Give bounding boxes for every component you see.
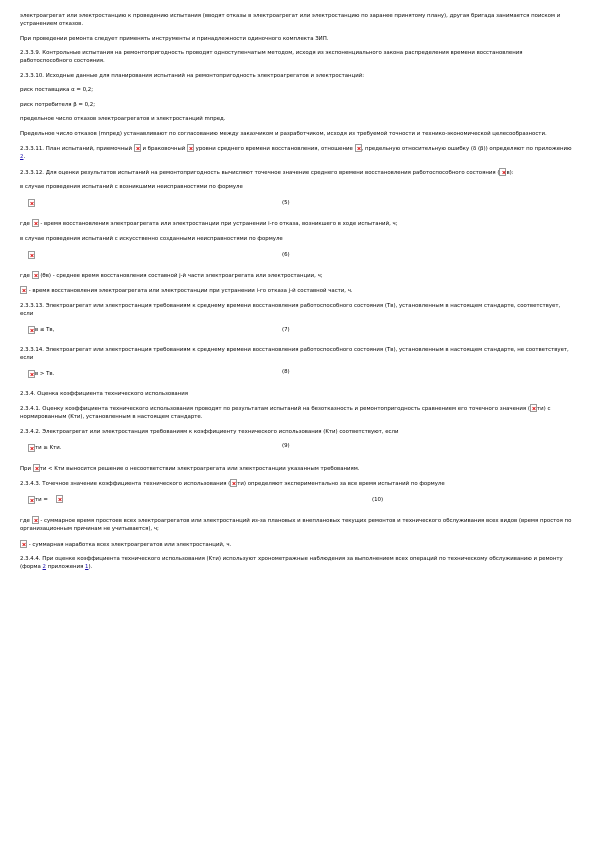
broken-image-icon — [32, 516, 39, 524]
formula-8 — [20, 368, 575, 380]
broken-image-icon — [28, 444, 35, 452]
text-span: - суммарное время простоев всех электроагрегатов или электростанций из-за плановых и внеплановых текущих ремонтов и технического обслуживания всех видов (время простоя по организационным причинам не учитывается), ч; — [20, 518, 572, 532]
text-span: ти) с нормированным (Kти), установленным в настоящем стандарте. — [20, 406, 551, 420]
formula-number: (6) — [282, 251, 290, 258]
formula-7 — [20, 324, 575, 336]
text-span: - время восстановления электроагрегата или электростанции при устранении i-го отказа j-й составной части, ч. — [28, 288, 353, 294]
broken-image-icon — [530, 404, 537, 412]
paragraph — [20, 464, 575, 473]
text-span: 2.3.4.3. Точечное значение коэффициента технического использования ( — [20, 481, 231, 487]
broken-image-icon — [134, 144, 141, 152]
broken-image-icon — [32, 271, 39, 279]
paragraph — [20, 286, 575, 295]
paragraph — [20, 219, 575, 228]
paragraph — [20, 271, 575, 280]
paragraph: 2.3.3.9. Контрольные испытания на ремонтопригодность проводят одноступенчатым методом, исходя из экспоненциального закона распределения времени восстановления работоспособного состояния. — [20, 50, 523, 64]
paragraph: Предельное число отказов (mпред) устанавливают по согласованию между заказчиком и разработчиком, исходя из требуемой точности и технико-экономической целесообразности. — [20, 130, 547, 137]
broken-image-icon — [28, 370, 35, 378]
document-page — [20, 12, 575, 578]
broken-image-icon — [32, 219, 39, 227]
broken-image-icon — [230, 479, 237, 487]
text-span: в): — [506, 169, 514, 176]
paragraph: в случае проведения испытаний с искусственно созданными неисправностями по формуле — [20, 235, 283, 242]
formula-6 — [20, 249, 575, 261]
paragraph-2-3-3-11: 2.3.3.11. План испытаний, приемочный и браковочный уровни среднего времени восстановления, отношение , предельную относительную ошибку (δ (β)) определяют по приложению 2. — [20, 146, 572, 160]
formula-expression: в > Тв. — [35, 370, 55, 377]
formula-number: (7) — [282, 326, 290, 333]
formula-number: (9) — [282, 442, 290, 449]
text-span: - время восстановления электроагрегата или электростанции при устранении i-го отказа, возникшего в ходе испытаний, ч; — [40, 221, 398, 227]
paragraph: 2.3.3.14. Электроагрегат или электростанция требованиям к среднему времени восстановления работоспособного состояния (Тв), установленным в настоящем стандарте, не соответствует, если — [20, 346, 569, 361]
broken-image-icon — [28, 326, 35, 334]
text-span: ти < Kти выносится решение о несоответствии электроагрегата или электростанции указанным требованиям. — [39, 465, 360, 472]
paragraph: 2.3.3.10. Исходные данные для планирования испытаний на ремонтопригодность электроагрегатов и электростанций: — [20, 72, 365, 79]
text-span: (θв) - среднее время восстановления составной j-й части электроагрегата или электростанции, ч; — [40, 272, 323, 279]
section-heading: 2.3.4. Оценка коэффициента технического использования — [20, 390, 188, 397]
broken-image-icon — [187, 144, 194, 152]
paragraph: риск потребителя β = 0,2; — [20, 101, 96, 108]
text-span: где — [20, 272, 30, 279]
formula-expression: в ≤ Тв, — [35, 326, 55, 333]
text-span: 2.3.4.1. Оценку коэффициента технического использования проводят по результатам испытаний на безотказность и ремонтопригодность сравнением его точечного значения ( — [20, 406, 530, 412]
formula-10 — [20, 494, 575, 506]
form-link[interactable]: 2 — [42, 564, 46, 570]
paragraph: При проведении ремонта следует применять инструменты и принадлежности одиночного комплекта ЗИП. — [20, 35, 329, 42]
broken-image-icon — [28, 496, 35, 504]
formula-number: (8) — [282, 368, 290, 375]
text-span: 2.3.3.12. Для оценки результатов испытаний на ремонтопригодность вычисляют точечное значение среднего времени восстановления работоспособного состояния ( — [20, 169, 500, 176]
broken-image-icon — [20, 540, 27, 548]
broken-image-icon — [56, 495, 63, 503]
appendix-link[interactable]: 1 — [85, 564, 89, 570]
paragraph: в случае проведения испытаний с возникшими неисправностями по формуле — [20, 184, 243, 190]
formula-9 — [20, 442, 575, 454]
broken-image-icon — [355, 144, 362, 152]
text-span: ). — [88, 564, 93, 570]
broken-image-icon — [20, 286, 27, 294]
broken-image-icon — [28, 251, 35, 259]
paragraph — [20, 479, 575, 488]
formula-expression: ти = — [35, 497, 48, 503]
text-span: 2.3.3.11. План испытаний, приемочный — [20, 146, 133, 152]
text-span: ти) определяют экспериментально за все время испытаний по формуле — [237, 481, 445, 487]
text-span: приложения — [47, 564, 84, 570]
formula-expression: ти ≥ Kти. — [35, 444, 62, 451]
text-span: где — [20, 518, 30, 524]
paragraph: риск поставщика α = 0,2; — [20, 87, 94, 93]
paragraph — [20, 404, 575, 421]
text-span: уровни среднего времени восстановления, отношение — [195, 146, 353, 152]
paragraph: 2.3.3.13. Электроагрегат или электростанция требованиям к среднему времени восстановления работоспособного состояния (Тв), установленным в настоящем стандарте, соответствует, если — [20, 302, 561, 317]
paragraph — [20, 540, 575, 549]
broken-image-icon — [28, 199, 35, 207]
appendix-link[interactable]: 2 — [20, 154, 24, 160]
broken-image-icon — [499, 168, 506, 176]
text-span: При — [20, 465, 31, 472]
formula-number: (5) — [282, 200, 290, 206]
paragraph — [20, 555, 575, 571]
formula-number: (10) — [372, 497, 384, 503]
broken-image-icon — [33, 464, 40, 472]
text-span: и браковочный — [142, 146, 186, 152]
text-span: - суммарная наработка всех электроагрегатов или электростанций, ч. — [28, 541, 232, 548]
text-span: 2.3.4.4. При оценке коэффициента технического использования (Kти) используют хронометражные наблюдения за выполнением всех операций по техническому обслуживанию и ремонту (форма — [20, 556, 563, 570]
text-span: , предельную относительную ошибку (δ (β)) определяют по приложению — [361, 146, 572, 152]
paragraph: предельное число отказов электроагрегатов и электростанций mпред. — [20, 116, 226, 122]
paragraph-2-3-3-12 — [20, 168, 575, 177]
paragraph: 2.3.4.2. Электроагрегат или электростанция требованиям к коэффициенту технического использования (Kти) соответствуют, если — [20, 428, 399, 435]
formula-5 — [20, 197, 575, 209]
paragraph — [20, 516, 575, 533]
text-span: где — [20, 221, 30, 227]
paragraph: электроагрегат или электростанцию к проведению испытания (вводят отказы в электроагрегат или электростанцию по заранее принятому плану), другая бригада занимается поиском и устранением отказов. — [20, 13, 561, 27]
